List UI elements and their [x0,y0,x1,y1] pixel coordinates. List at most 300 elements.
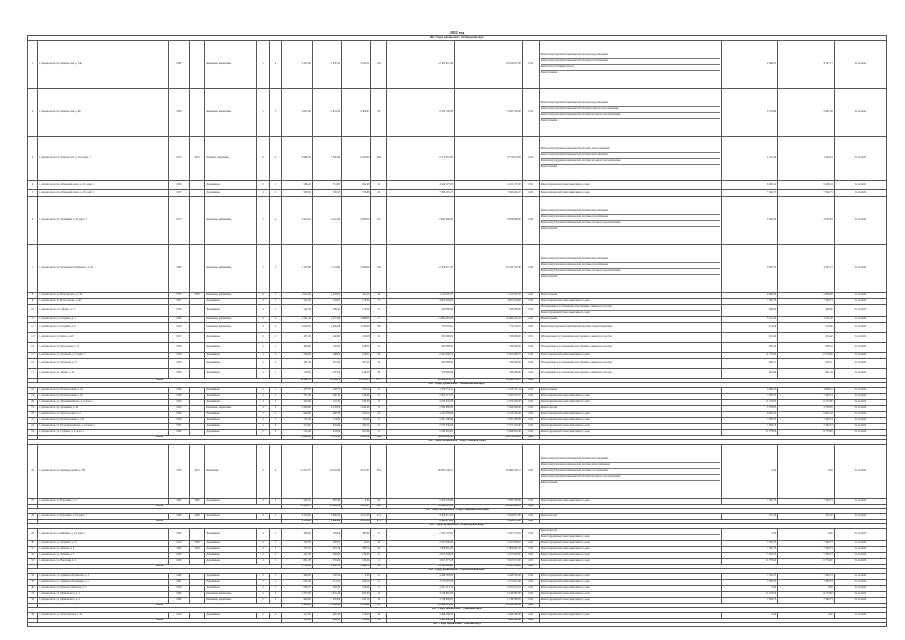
max-unit-cost-cell: 3 376,05 [778,405,834,411]
fund-cost-cell: 10 069 545,24 [455,316,523,322]
unit-cost-cell: 2 866,00 [721,293,777,299]
total-area-cell: 448,00 [282,573,313,579]
section-title: МО "Город Архангельск" Округ Варавино-Фактория [28,508,887,513]
total-owned-area: 24 353,13 [342,378,371,382]
living-area-cell: 382,00 [312,552,341,558]
residents-cell: 17 [371,579,387,585]
year-commission-cell [189,181,205,190]
address-cell: г. Архангельск, ул. Гагарина, д. 5 [38,316,169,322]
residents-cell: 24 [371,612,387,618]
living-area-cell: 781,00 [312,558,341,564]
total-fund-cost: 16 785 322,44 [455,603,523,607]
year-built-cell: 1956 [169,181,189,190]
year-commission-cell [189,322,205,332]
unit-cost-cell: 661,64 [721,368,777,378]
total-living-area: 5 660,60 [312,519,341,523]
entrances-cell: 1 [269,387,281,393]
total-label: Итого [38,564,282,568]
wall-material-cell: Деревянные [205,190,257,197]
deadline-cell: 31.12.2024 [834,197,886,245]
total-budget: 0,00 [522,618,539,622]
max-unit-cost-cell: 8 286,54 [778,181,834,190]
total-area-cell: 542,30 [282,305,313,317]
residents-cell: 22 [371,546,387,552]
floors-cell: 2 [257,190,269,197]
work-item: Ремонт фундамента многоквартирного дома [540,411,590,415]
total-area: 36 561,99 [282,378,313,382]
wall-material-cell: Каменные, кирпичные [205,316,257,322]
year-built-cell: 1966 [169,513,189,519]
fund-cost-cell: 8 634 896,00 [455,197,523,245]
floors-cell: 2 [257,429,269,435]
repair-cost-cell: 5 093 328,96 [387,498,455,504]
unit-cost-cell: 8 286,54 [721,181,777,190]
residents-cell: 264 [371,137,387,181]
address-cell: г. Архангельск, ул. Логинова, д. 17 [38,358,169,368]
work-item: Ремонт фундамента многоквартирного дома [540,579,590,583]
total-area-cell: 998,30 [282,190,313,197]
row-number: 33 [28,558,38,564]
fund-cost-cell: 4 916 177,00 [455,181,523,190]
max-unit-cost-cell: 0,00 [778,612,834,618]
work-item: Ремонт фундамента многоквартирного дома [540,558,590,562]
entrances-cell: 3 [269,89,281,137]
year-commission-cell: 1976 [189,293,205,299]
owned-area-cell: 172,00 [342,299,371,305]
entrances-cell: 1 [269,368,281,378]
total-area-cell: 3 414,10 [282,197,313,245]
owned-area-cell: 181,20 [342,358,371,368]
budget-cell: 0,00 [522,322,539,332]
unit-cost-cell: 3 376,05 [721,405,777,411]
total-area-cell: 12 357,07 [282,444,313,498]
entrances-cell: 4 [269,411,281,417]
floors-cell: 2 [257,342,269,352]
budget-cell: 0,00 [522,585,539,591]
year-built-cell: 1958 [169,352,189,358]
living-area-cell: 380,10 [312,393,341,399]
total-area-cell: 511,90 [282,612,313,618]
total-fund-cost: 42 678 993,11 [455,435,523,439]
row-number: 36 [28,585,38,591]
works-cell [539,342,721,352]
works-cell [539,358,721,368]
total-fund-cost: 93 464 672,27 [455,378,523,382]
residents-cell: 21 [371,423,387,429]
repair-cost-cell: 2 325 371,07 [387,393,455,399]
budget-cell: 0,00 [522,393,539,399]
unit-cost-cell: 301,30 [721,513,777,519]
total-cost: 13 141 103,63 [387,564,455,568]
wall-material-cell: Деревянные [205,411,257,417]
table-row [28,358,887,368]
fund-cost-cell: 1 739 608,05 [455,597,523,603]
fund-cost-cell: 4 775 047,00 [455,579,523,585]
total-area-cell: 464,00 [282,342,313,352]
floors-cell: 2 [257,332,269,342]
owned-area-cell: 196,00 [342,368,371,378]
residents-cell: 11 [371,573,387,579]
deadline-cell: 31.12.2024 [834,528,886,540]
deadline-cell: 31.12.2024 [834,322,886,332]
year-built-cell: 1961 [169,579,189,585]
budget-cell: 0,00 [522,305,539,317]
wall-material-cell: Каменные, кирпичные [205,597,257,603]
repair-cost-cell: 8 564 871,00 [387,513,455,519]
works-cell [539,197,721,245]
max-unit-cost-cell: 3 886,15 [778,387,834,393]
address-cell: г. Архангельск, пр. Новгородский, д. 42 [38,393,169,399]
fund-cost-cell: 4 519 887,00 [455,591,523,597]
deadline-cell: 31.12.2024 [834,552,886,558]
owned-area-cell: 100,00 [342,399,371,405]
year-built-cell: 1957 [169,190,189,197]
floors-cell: 2 [257,597,269,603]
address-cell: г. Архангельск, пр. Троицкий, д. 44 [38,405,169,411]
works-cell [539,322,721,332]
table-row [28,245,887,293]
entrances-cell: 1 [269,399,281,405]
max-unit-cost-cell: 2 866,00 [778,293,834,299]
deadline-cell: 31.12.2024 [834,316,886,322]
row-number: 13 [28,332,38,342]
row-number: 18 [28,387,38,393]
address-cell: г. Архангельск, ул. Вологодская, д. 48 [38,299,169,305]
unit-cost-cell: 0,00 [721,585,777,591]
total-fund-cost: 13 141 103,63 [455,564,523,568]
address-cell: г. Архангельск, пр. Обводный канал, д. 59, корп. 1 [38,190,169,197]
owned-area-cell: 2 026,49 [342,245,371,293]
living-area-cell: 2 161,30 [312,197,341,245]
total-owned-area: 1 243,00 [342,603,371,607]
total-label: Итого [38,435,282,439]
total-area-cell: 3 456,90 [282,405,313,411]
entrances-cell: 3 [269,417,281,423]
fund-cost-cell: 8 564 871,00 [455,513,523,519]
section-header [28,622,887,626]
entrances-cell: 2 [269,591,281,597]
year-built-cell: 1960 [169,429,189,435]
unit-cost-cell: 466,00 [721,305,777,317]
total-area-cell: 146,40 [282,399,313,405]
max-unit-cost-cell: 3 221,20 [778,316,834,322]
wall-material-cell: Деревянные [205,552,257,558]
deadline-cell: 31.12.2024 [834,573,886,579]
table-row [28,41,887,89]
budget-cell: 0,00 [522,546,539,552]
budget-cell: 0,00 [522,368,539,378]
work-item: Ремонт фундамента многоквартирного дома [540,540,590,544]
table-row [28,89,887,137]
repair-cost-cell: 2 577 740,00 [387,423,455,429]
wall-material-cell: Панельные [205,444,257,498]
residents-cell: 42 [371,190,387,197]
deadline-cell: 31.12.2024 [834,305,886,317]
year-commission-cell [189,41,205,89]
entrances-cell: 1 [269,342,281,352]
repair-cost-cell: 9 122 720,00 [387,89,455,137]
work-item: Ремонт фундамента многоквартирного дома [540,399,590,403]
residents-cell: 103 [371,41,387,89]
owned-area-cell: 325,70 [342,597,371,603]
address-cell: г. Архангельск, пр. Обводный канал, д. 47, корп. 1 [38,181,169,190]
wall-material-cell: Деревянные [205,585,257,591]
wall-material-cell: Деревянные [205,358,257,368]
residents-cell: 33 [371,368,387,378]
floors-cell: 2 [257,387,269,393]
work-item: Ремонт внутридомовой инженерной системы горячего водоснабжения [541,106,720,112]
deadline-cell: 31.12.2024 [834,245,886,293]
fund-cost-cell: 350 000,00 [455,358,523,368]
max-unit-cost-cell: 7 364,73 [778,423,834,429]
living-area-cell: 315,70 [312,546,341,552]
total-area-cell: 2 187,00 [282,41,313,89]
residents-cell: 11 [371,558,387,564]
budget-cell: 0,00 [522,597,539,603]
budget-cell: 0,00 [522,299,539,305]
year-built-cell: 1962 [169,528,189,540]
year-commission-cell: 1974 [189,137,205,181]
year-built-cell: 1959 [169,305,189,317]
row-number: 19 [28,393,38,399]
year-built-cell: 1960 [169,316,189,322]
owned-area-cell: 716,88 [342,190,371,197]
max-unit-cost-cell: 6 661,52 [778,411,834,417]
section-title: МО "Город Архангельск" Октябрьский округ [28,36,887,41]
total-residents: 188 [371,435,387,439]
total-owned-area: 1 044,70 [342,564,371,568]
work-item: Ремонт фундамента многоквартирного дома [540,585,590,589]
works-cell [539,190,721,197]
total-cost: 93 464 672,27 [387,378,455,382]
repair-cost-cell: 2 447 280,00 [387,417,455,423]
work-item: Ремонт фундамента многоквартирного дома [540,429,590,433]
max-unit-cost-cell: 7 364,73 [778,579,834,585]
owned-area-cell: 216,47 [342,352,371,358]
year-built-cell: 1960 [169,41,189,89]
repair-cost-cell: 7 096 291,27 [387,190,455,197]
unit-cost-cell: 7 364,73 [721,417,777,423]
residents-cell: 27 [371,393,387,399]
unit-cost-cell: 1 331,20 [721,137,777,181]
total-area-cell: 424,00 [282,299,313,305]
table-row [28,528,887,540]
max-unit-cost-cell: 11 770,00 [778,558,834,564]
section-title: МО "Город Архангельск" Округ Майская Горка [28,439,887,444]
floors-cell: 2 [257,423,269,429]
row-number: 16 [28,358,38,368]
unit-cost-cell: 11 770,00 [721,352,777,358]
unit-cost-cell: 7 364,73 [721,597,777,603]
total-owned-area: 3 423,76 [342,435,371,439]
total-area-cell: 566,40 [282,181,313,190]
owned-area-cell: 2 888,00 [342,316,371,322]
max-unit-cost-cell: 2 203,83 [778,197,834,245]
floors-cell: 2 [257,591,269,597]
row-number: 2 [28,89,38,137]
wall-material-cell: Деревянные [205,393,257,399]
unit-cost-cell: 274,08 [721,322,777,332]
repair-cost-cell: 779 179,61 [387,322,455,332]
deadline-cell: 31.12.2024 [834,299,886,305]
repair-cost-cell: 350 000,00 [387,342,455,352]
wall-material-cell: Деревянные [205,528,257,540]
row-number: 23 [28,417,38,423]
fund-cost-cell: 4 321 415,25 [455,585,523,591]
year-built-cell: 1957 [169,332,189,342]
floors-cell: 2 [257,585,269,591]
unit-cost-cell: 3 886,15 [721,387,777,393]
address-cell: г. Архангельск, ул. Суфтина, д. 8, корп. 1 [38,429,169,435]
floors-cell: 2 [257,393,269,399]
year-commission-cell [189,528,205,540]
living-area-cell: 600,30 [312,411,341,417]
work-item: Ремонт внутридомовой инженерной системы водоотведения [540,456,608,460]
wall-material-cell: Деревянные [205,429,257,435]
works-cell [539,245,721,293]
entrances-cell: 2 [269,552,281,558]
year-built-cell: 1960 [169,573,189,579]
wall-material-cell: Каменные, кирпичные [205,89,257,137]
address-cell: г. Архангельск, ул. Зеленая, д. 5 [38,552,169,558]
work-item: Ремонт внутридомовой инженерной системы электроснабжения [540,324,612,328]
unit-cost-cell: 11 770,00 [721,558,777,564]
register-table [27,35,887,627]
living-area-cell: 1 239,00 [312,293,341,299]
row-number: 8 [28,293,38,299]
budget-cell: 0,00 [522,190,539,197]
budget-cell: 0,00 [522,352,539,358]
address-cell: г. Архангельск, ул. Тимме, д. 14 [38,368,169,378]
row-number: 26 [28,444,38,498]
unit-cost-cell: 3 176,99 [721,89,777,137]
owned-area-cell: 183,00 [342,417,371,423]
owned-area-cell: 365,00 [342,528,371,540]
residents-cell: 21 [371,552,387,558]
repair-cost-cell: 11 695 410,00 [387,316,455,322]
floors-cell: 2 [257,358,269,368]
total-area-cell: 721,00 [282,417,313,423]
unit-cost-cell: 7 364,73 [721,552,777,558]
residents-cell: 21 [371,528,387,540]
work-item: Ремонт внутридомовой инженерной системы холодного водоснабжения [541,474,720,480]
owned-area-cell: 120,00 [342,332,371,342]
total-area-cell: 391,30 [282,358,313,368]
total-area-cell: 743,00 [282,368,313,378]
work-item: Ремонт крыши [541,70,720,76]
work-item: Ремонт внутридомовой инженерной системы теплоснабжения [541,462,720,468]
work-item: Ремонт фундамента многоквартирного дома [540,597,590,601]
entrances-cell: 1 [269,558,281,564]
unit-cost-cell: 7 364,73 [721,579,777,585]
residents-cell: 32 [371,352,387,358]
row-number: 1 [28,41,38,89]
total-label: Итого [38,618,282,622]
total-area-cell: 287,00 [282,332,313,342]
fund-cost-cell: 7 096 291,27 [455,190,523,197]
residents-cell: 24 [371,498,387,504]
year-built-cell: 1973 [169,137,189,181]
total-area-cell: 806,80 [282,411,313,417]
owned-area-cell: 2 100,51 [342,41,371,89]
deadline-cell: 31.12.2024 [834,89,886,137]
entrances-cell: 1 [269,540,281,546]
work-item: Ремонт крыши [540,387,558,391]
address-cell: г. Архангельск, ул. Воронина, д. 4 [38,498,169,504]
fund-cost-cell: 2 577 740,00 [455,423,523,429]
address-cell: г. Архангельск, ул. Карла, д. 48 [38,332,169,342]
fund-cost-cell: 350 000,00 [455,332,523,342]
year-built-cell: 1959 [169,393,189,399]
wall-material-cell: Каменные, кирпичные [205,197,257,245]
living-area-cell: 345,80 [312,423,341,429]
work-item: Ремонт крыши [540,293,558,297]
year-built-cell: 1954 [169,399,189,405]
total-cost: 3 469 598,38 [387,618,455,622]
work-item: Обследование и установление конструкции, элементов и систем [540,370,612,374]
address-cell: г. Архангельск, ул. Котласская, д. 17 [38,342,169,352]
table-row [28,305,887,317]
capital-repair-table [27,35,887,627]
living-area-cell: 1 301,40 [312,591,341,597]
residents-cell: 32 [371,411,387,417]
unit-cost-cell: 985,44 [721,342,777,352]
total-living-area: 3 165,00 [312,603,341,607]
budget-cell: 0,00 [522,332,539,342]
residents-cell: 14 [371,597,387,603]
row-number: 35 [28,579,38,585]
work-item: Обследование и установление конструкции, элементов и систем [540,360,612,364]
work-item: Ремонт крыши [541,274,720,280]
total-budget: 0,00 [522,519,539,523]
total-residents: 93 [371,564,387,568]
living-area-cell: 394,00 [312,528,341,540]
entrances-cell: 1 [269,573,281,579]
address-cell: г. Архангельск, ул. Гагарина, д. 9 [38,322,169,332]
year-built-cell: 1962 [169,245,189,293]
deadline-cell: 31.12.2024 [834,411,886,417]
max-unit-cost-cell: 7 364,73 [778,498,834,504]
work-item: Ремонт фундамента многоквартирного дома [540,352,590,356]
year-built-cell: 1958 [169,405,189,411]
wall-material-cell: Деревянные [205,299,257,305]
unit-cost-cell: 5 897,73 [721,245,777,293]
fund-cost-cell: 50 899 736,17 [455,444,523,498]
wall-material-cell: Деревянные [205,513,257,519]
work-item: Ремонт фундамента многоквартирного дома [540,498,590,502]
residents-cell: 21 [371,591,387,597]
entrances-cell: 1 [269,597,281,603]
fund-cost-cell: 3 657 077,00 [455,558,523,564]
row-number: 14 [28,342,38,352]
total-residents: 271 [371,519,387,523]
works-cell [539,528,721,540]
repair-cost-cell: 4 448 585,00 [387,573,455,579]
budget-cell: 0,00 [522,197,539,245]
row-number: 29 [28,528,38,540]
residents-cell: 21 [371,387,387,393]
budget-cell: 0,00 [522,316,539,322]
floors-cell: 2 [257,552,269,558]
residents-cell: 9 [371,429,387,435]
repair-cost-cell: 350 000,00 [387,305,455,317]
total-area-cell: 3 281,20 [282,316,313,322]
floors-cell: 4 [257,316,269,322]
owned-area-cell: 125,00 [342,612,371,618]
wall-material-cell: Каменные, кирпичные [205,245,257,293]
repair-cost-cell: 350 000,00 [387,368,455,378]
owned-area-cell: 166,00 [342,342,371,352]
